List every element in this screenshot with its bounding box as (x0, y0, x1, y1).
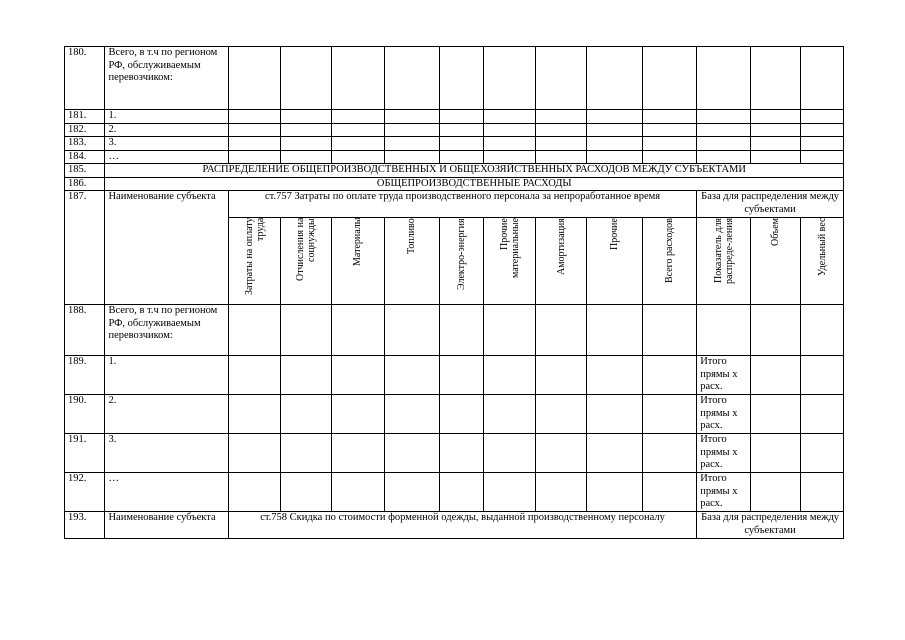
row-number: 181. (65, 110, 105, 124)
empty-cell (228, 305, 281, 356)
empty-cell (384, 150, 440, 164)
empty-cell (697, 110, 751, 124)
empty-cell (483, 434, 536, 473)
empty-cell (483, 305, 536, 356)
section-title-186: ОБЩЕПРОИЗВОДСТВЕННЫЕ РАСХОДЫ (105, 177, 844, 191)
column-label: Прочие (608, 218, 620, 250)
empty-cell (281, 137, 332, 151)
cost-column-header (384, 218, 440, 305)
cost-column-header (586, 218, 642, 305)
column-label: Электро-энергия (456, 218, 468, 290)
empty-cell (642, 356, 697, 395)
empty-cell (750, 150, 801, 164)
empty-cell (332, 47, 385, 110)
empty-cell (586, 356, 642, 395)
cost-column-header (483, 218, 536, 305)
empty-cell (586, 110, 642, 124)
table-row (65, 305, 844, 356)
empty-cell (332, 123, 385, 137)
empty-cell (536, 395, 587, 434)
cost-column-header (536, 218, 587, 305)
empty-cell (536, 473, 587, 512)
indicator-cell: Итого прямы х расх. (697, 395, 751, 434)
empty-cell (384, 395, 440, 434)
base-column-header (801, 218, 844, 305)
row-name: Всего, в т.ч по регионом РФ, обслуживаемым перевозчиком: (105, 47, 228, 110)
empty-cell (801, 150, 844, 164)
empty-cell (384, 473, 440, 512)
empty-cell (228, 434, 281, 473)
row-number: 184. (65, 150, 105, 164)
empty-cell (281, 47, 332, 110)
empty-cell (750, 395, 801, 434)
row-name: 3. (105, 137, 228, 151)
empty-cell (228, 356, 281, 395)
empty-cell (281, 110, 332, 124)
empty-cell (281, 434, 332, 473)
row-number: 189. (65, 356, 105, 395)
row-number: 191. (65, 434, 105, 473)
empty-cell (332, 305, 385, 356)
base-group-header: База для распределения между субъектами (697, 191, 844, 218)
empty-cell (750, 356, 801, 395)
empty-cell (281, 305, 332, 356)
empty-cell (281, 150, 332, 164)
row-number: 183. (65, 137, 105, 151)
empty-cell (586, 137, 642, 151)
empty-cell (332, 110, 385, 124)
empty-cell (642, 150, 697, 164)
empty-cell (586, 473, 642, 512)
base-column-header (697, 218, 751, 305)
empty-cell (228, 150, 281, 164)
row-name: Всего, в т.ч по регионом РФ, обслуживаемым перевозчиком: (105, 305, 228, 356)
empty-cell (697, 150, 751, 164)
empty-cell (586, 150, 642, 164)
row-number: 193. (65, 512, 105, 539)
cost-column-header (281, 218, 332, 305)
row-name: 2. (105, 123, 228, 137)
empty-cell (440, 473, 484, 512)
empty-cell (642, 137, 697, 151)
empty-cell (536, 47, 587, 110)
table-row (65, 356, 844, 395)
indicator-cell: Итого прямы х расх. (697, 356, 751, 395)
column-label: Объем (770, 218, 782, 246)
empty-cell (642, 110, 697, 124)
empty-cell (332, 137, 385, 151)
column-label: Затраты на оплату труда (243, 218, 266, 296)
empty-cell (586, 434, 642, 473)
empty-cell (801, 473, 844, 512)
empty-cell (642, 123, 697, 137)
section-row (65, 164, 844, 178)
costs-group-header: ст.757 Затраты по оплате труда производственного персонала за непроработанное время (228, 191, 696, 218)
empty-cell (801, 395, 844, 434)
row-number: 185. (65, 164, 105, 178)
table-row (65, 395, 844, 434)
empty-cell (642, 434, 697, 473)
document-page (64, 46, 844, 640)
empty-cell (440, 395, 484, 434)
cost-column-header (440, 218, 484, 305)
table-row (65, 137, 844, 151)
empty-cell (384, 356, 440, 395)
empty-cell (750, 110, 801, 124)
empty-cell (281, 473, 332, 512)
column-label: Амортизация (555, 218, 567, 275)
empty-cell (801, 123, 844, 137)
cost-column-header (642, 218, 697, 305)
empty-cell (384, 110, 440, 124)
empty-cell (384, 47, 440, 110)
base-column-header (750, 218, 801, 305)
empty-cell (536, 110, 587, 124)
empty-cell (483, 473, 536, 512)
empty-cell (332, 395, 385, 434)
cost-distribution-table (64, 46, 844, 539)
row-number: 192. (65, 473, 105, 512)
empty-cell (228, 110, 281, 124)
empty-cell (228, 47, 281, 110)
empty-cell (281, 395, 332, 434)
empty-cell (586, 47, 642, 110)
empty-cell (586, 305, 642, 356)
empty-cell (750, 473, 801, 512)
empty-cell (483, 137, 536, 151)
cost-column-header (228, 218, 281, 305)
row-name: 1. (105, 356, 228, 395)
empty-cell (440, 150, 484, 164)
empty-cell (440, 110, 484, 124)
empty-cell (536, 434, 587, 473)
empty-cell (801, 356, 844, 395)
header-row (65, 191, 844, 218)
indicator-cell: Итого прямы х расх. (697, 473, 751, 512)
row-number: 182. (65, 123, 105, 137)
row-name: … (105, 150, 228, 164)
section-row (65, 177, 844, 191)
table-row (65, 434, 844, 473)
empty-cell (586, 123, 642, 137)
empty-cell (801, 137, 844, 151)
column-label: Показатель для распреде-ления (712, 218, 735, 285)
empty-cell (536, 123, 587, 137)
empty-cell (750, 47, 801, 110)
empty-cell (483, 47, 536, 110)
row-name: 2. (105, 395, 228, 434)
empty-cell (801, 47, 844, 110)
empty-cell (483, 356, 536, 395)
table-row (65, 110, 844, 124)
table-row (65, 123, 844, 137)
row-number: 180. (65, 47, 105, 110)
empty-cell (750, 305, 801, 356)
row-number: 187. (65, 191, 105, 305)
empty-cell (440, 137, 484, 151)
empty-cell (536, 305, 587, 356)
empty-cell (440, 305, 484, 356)
empty-cell (228, 395, 281, 434)
empty-cell (483, 123, 536, 137)
empty-cell (750, 123, 801, 137)
empty-cell (483, 110, 536, 124)
column-label: Материалы (352, 218, 364, 267)
section-title-185: РАСПРЕДЕЛЕНИЕ ОБЩЕПРОИЗВОДСТВЕННЫХ И ОБЩЕХОЗЯЙСТВЕННЫХ РАСХОДОВ МЕЖДУ СУБЪЕКТАМИ (105, 164, 844, 178)
empty-cell (228, 473, 281, 512)
row-number: 190. (65, 395, 105, 434)
column-label: Отчисления на соцнужды (295, 218, 318, 282)
empty-cell (697, 123, 751, 137)
empty-cell (440, 434, 484, 473)
empty-cell (332, 150, 385, 164)
empty-cell (228, 137, 281, 151)
empty-cell (536, 150, 587, 164)
empty-cell (642, 47, 697, 110)
costs-group-header: ст.758 Скидка по стоимости форменной одежды, выданной производственному персоналу (228, 512, 696, 539)
empty-cell (440, 356, 484, 395)
empty-cell (697, 47, 751, 110)
indicator-cell: Итого прямы х расх. (697, 434, 751, 473)
empty-cell (483, 150, 536, 164)
column-label: Прочие материальные (498, 218, 521, 279)
empty-cell (384, 137, 440, 151)
indicator-cell (697, 305, 751, 356)
empty-cell (750, 137, 801, 151)
empty-cell (750, 434, 801, 473)
empty-cell (281, 356, 332, 395)
empty-cell (384, 434, 440, 473)
empty-cell (642, 395, 697, 434)
empty-cell (536, 137, 587, 151)
table-row (65, 473, 844, 512)
empty-cell (384, 123, 440, 137)
column-label: Топливо (406, 218, 418, 254)
name-column-header: Наименование субъекта (105, 191, 228, 305)
column-label: Удельный вес (816, 218, 828, 277)
empty-cell (801, 305, 844, 356)
row-number: 188. (65, 305, 105, 356)
row-name: 3. (105, 434, 228, 473)
cost-column-header (332, 218, 385, 305)
empty-cell (697, 137, 751, 151)
empty-cell (440, 47, 484, 110)
empty-cell (440, 123, 484, 137)
empty-cell (384, 305, 440, 356)
name-column-header: Наименование субъекта (105, 512, 228, 539)
empty-cell (586, 395, 642, 434)
table-row (65, 47, 844, 110)
empty-cell (332, 356, 385, 395)
row-name: 1. (105, 110, 228, 124)
base-group-header: База для распределения между субъектами (697, 512, 844, 539)
empty-cell (801, 434, 844, 473)
table-row (65, 150, 844, 164)
empty-cell (801, 110, 844, 124)
empty-cell (228, 123, 281, 137)
empty-cell (642, 305, 697, 356)
row-name: … (105, 473, 228, 512)
empty-cell (281, 123, 332, 137)
table-body (65, 47, 844, 539)
empty-cell (642, 473, 697, 512)
empty-cell (332, 473, 385, 512)
column-label: Всего расходов (663, 218, 675, 283)
empty-cell (483, 395, 536, 434)
header-row (65, 512, 844, 539)
row-number: 186. (65, 177, 105, 191)
empty-cell (536, 356, 587, 395)
empty-cell (332, 434, 385, 473)
